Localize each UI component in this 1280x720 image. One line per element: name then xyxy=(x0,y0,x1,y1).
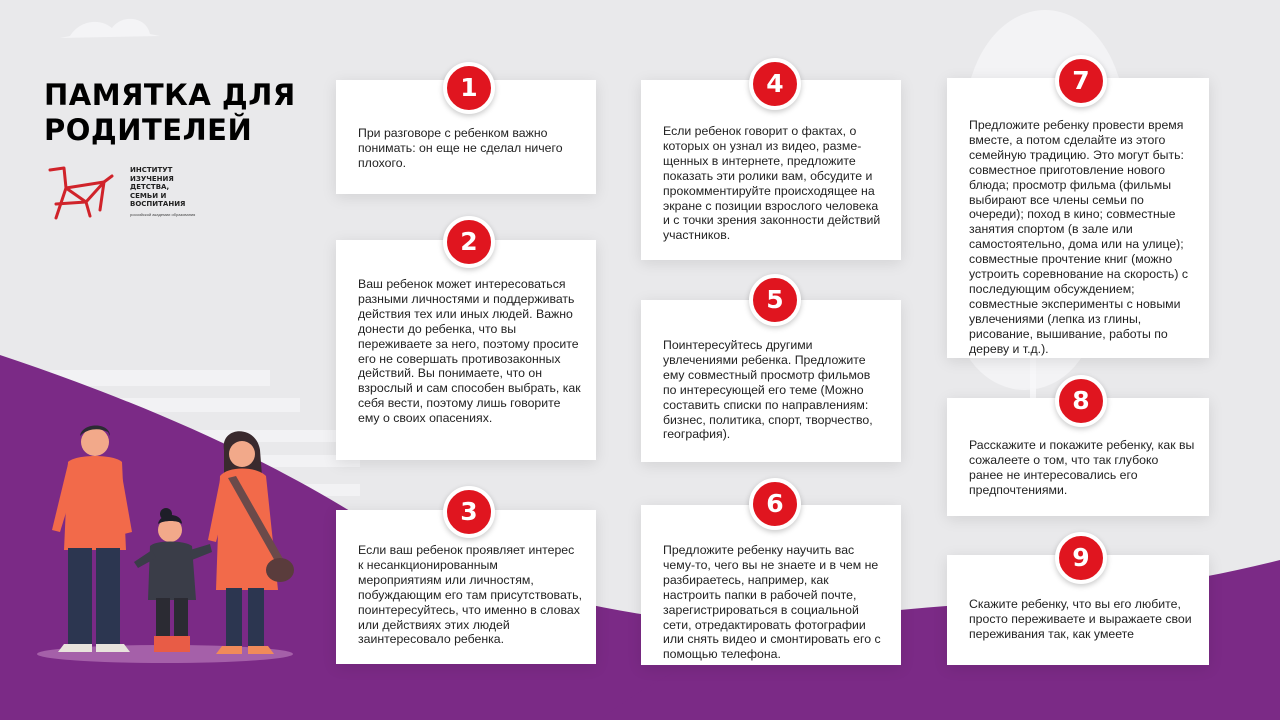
tip-text: Если ребенок говорит о фактах, о которых он узнал из видео, размещенных в интернете, предложите показать эти ролики вам, обсудите и прокомментируйте происходящее на экране с позиции взрослого человека и с точки зрения законности действий участников. xyxy=(663,124,881,243)
father-figure xyxy=(52,426,132,653)
tip-text: Если ваш ребенок проявляет интерес к несанкционированным мероприятиям или личностям, побуждающим его там присутствовать, поинтересуйтесь, что именно в словах или действиях этих людей заинтересовало ребенка. xyxy=(358,543,582,647)
tip-number-badge: 6 xyxy=(749,478,801,530)
logo-subtext: российской академии образования xyxy=(130,212,196,217)
tip-text: Поинтересуйтесь другими увлечениями ребенка. Предложите ему совместный просмотр фильмов по интересующей его теме (Можно составить списки по направлениям: бизнес, политика, спорт, творчество, география). xyxy=(663,338,873,442)
tip-text: Предложите ребенку провести время вместе, а потом сделайте из этого семейную традицию. Это могут быть: совместное приготовление нового блюда; просмотр фильма (фильмы выбирают все члены семьи по очереди); поход в кино; совместные занятия спортом (в зале или самостоятельно, дома или на улице); совместные прочтение книг (можно устроить соревнование на скорость) с последующим обсуждением; совместные эксперименты с новыми увлечениями (лепка из глины, рисование, вышивание, работы по дереву и т.д.). xyxy=(969,118,1188,356)
tip-number-badge: 7 xyxy=(1055,55,1107,107)
child-figure xyxy=(134,508,212,652)
tip-card-2 xyxy=(336,240,596,460)
tip-number-badge: 1 xyxy=(443,62,495,114)
mother-figure xyxy=(208,431,294,654)
logo-text: ИНСТИТУТ ИЗУЧЕНИЯ ДЕТСТВА, СЕМЬИ И ВОСПИТАНИЯ xyxy=(130,166,186,209)
tip-text: Расскажите и покажите ребенку, как вы сожалеете о том, что так глубоко ранее не интересовались его предпочтениями. xyxy=(969,438,1195,497)
tip-text: Предложите ребенку научить вас чему-то, чего вы не знаете и в чем не разбираетесь, например, как настроить папки в рабочей почте, зарегистрироваться в социальной сети, отредактировать фотографии или снять видео и смонтировать его с помощью телефона. xyxy=(663,543,881,662)
tip-text: Ваш ребенок может интересоваться разными личностями и поддерживать действия тех или иных людей. Важно донести до ребенка, что вы переживаете за него, поэтому просите его не совершать противозаконных действий. Вы понимаете, что он взрослый и сам способен выбрать, как себя вести, поэтому лишь говорите ему о своих опасениях. xyxy=(358,277,581,426)
tip-text: Скажите ребенку, что вы его любите, просто переживаете и выражаете свои переживания так, как умеете xyxy=(969,597,1192,641)
tip-number-badge: 3 xyxy=(443,486,495,538)
chair-logo-icon xyxy=(46,162,116,222)
page-title: ПАМЯТКА ДЛЯ РОДИТЕЛЕЙ xyxy=(44,78,296,147)
tip-text: При разговоре с ребенком важно понимать: он еще не сделал ничего плохого. xyxy=(358,126,563,170)
tip-number-badge: 5 xyxy=(749,274,801,326)
institute-logo xyxy=(46,162,216,228)
tip-number-badge: 2 xyxy=(443,216,495,268)
tip-card-7 xyxy=(947,78,1209,358)
tip-number-badge: 9 xyxy=(1055,532,1107,584)
family-illustration xyxy=(30,420,330,670)
tip-number-badge: 4 xyxy=(749,58,801,110)
tip-number-badge: 8 xyxy=(1055,375,1107,427)
